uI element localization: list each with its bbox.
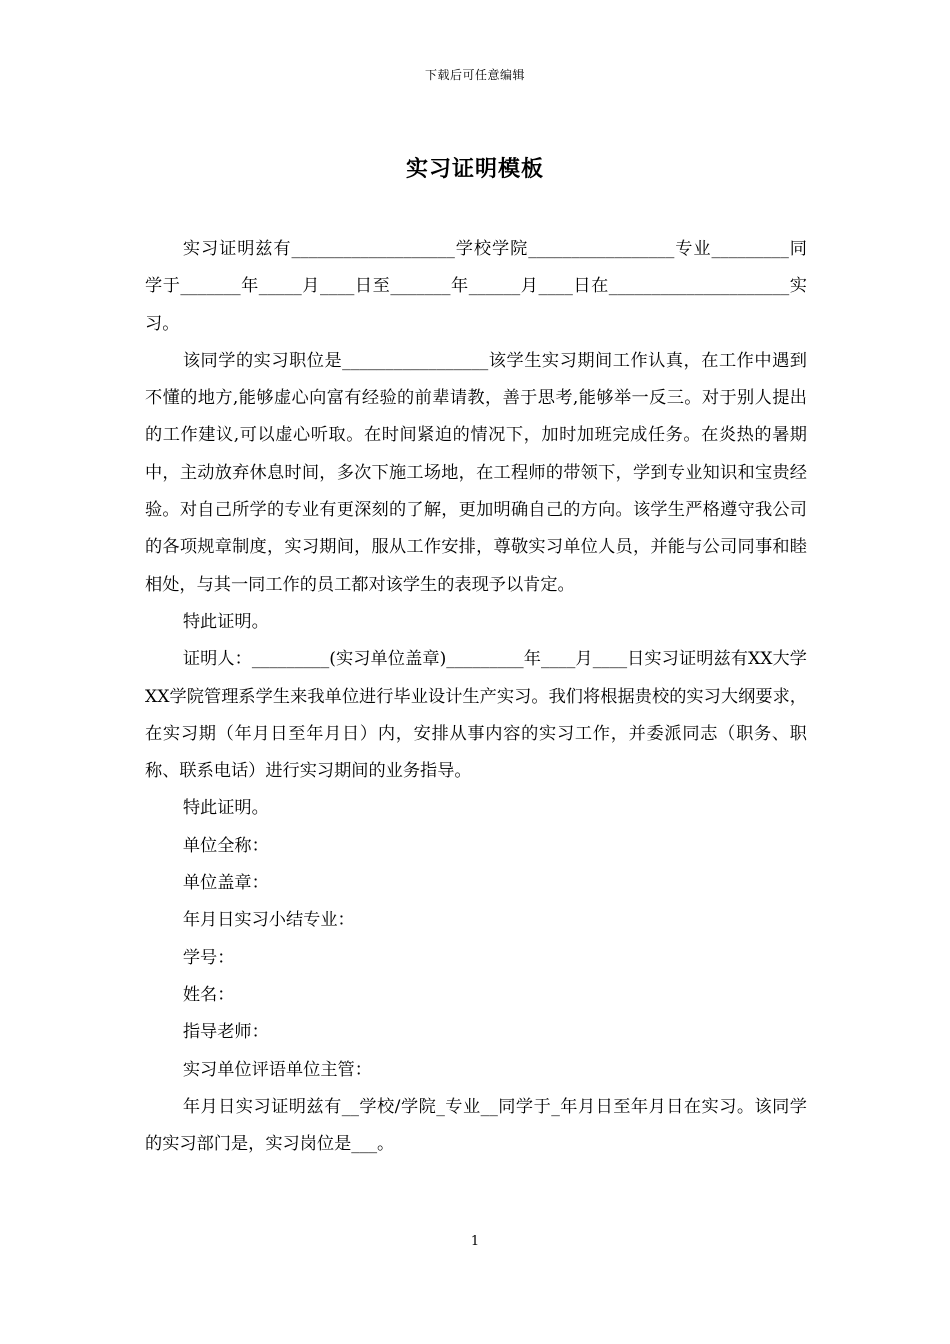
- paragraph-performance: 该同学的实习职位是_________________该学生实习期间工作认真，在工作中遇到不懂的地方,能够虚心向富有经验的前辈请教，善于思考,能够举一反三。对于别人提出的工作建议,可以虚心听取。在时间紧迫的情况下，加时加班完成任务。在炎热的暑期中，主动放弃休息时间，多次下施工场地，在工程师的带领下，学到专业知识和宝贵经验。对自己所学的专业有更深刻的了解，更加明确自己的方向。该学生严格遵守我公司的各项规章制度，实习期间，服从工作安排，尊敬实习单位人员，并能与公司同事和睦相处，与其一同工作的员工都对该学生的表现予以肯定。: [145, 350, 807, 595]
- paragraph-certificate-short: 年月日实习证明兹有__学校/学院_专业__同学于_年月日至年月日在实习。该同学的实习部门是，实习岗位是___。: [145, 1096, 807, 1155]
- field-advisor: 指导老师：: [182, 1022, 269, 1043]
- field-unit-name: 单位全称：: [182, 835, 269, 856]
- field-name: 姓名：: [182, 984, 235, 1005]
- paragraph-certificate-intro: 实习证明兹有___________________学校学院_________________专业_________同学于_______年_____月____日至_______年______月____日在_____________________实习。: [145, 239, 807, 334]
- field-unit-seal: 单位盖章：: [182, 873, 269, 894]
- paragraph-closing-2: 特此证明。: [182, 798, 269, 819]
- field-unit-comment: 实习单位评语单位主管：: [182, 1059, 372, 1080]
- field-summary-major: 年月日实习小结专业：: [182, 910, 355, 931]
- paragraph-certifier: 证明人：_________(实习单位盖章)_________年____月____日实习证明兹有XX大学XX学院管理系学生来我单位进行毕业设计生产实习。我们将根据贵校的实习大纲要求，在实习期（年月日至年月日）内，安排从事内容的实习工作，并委派同志（职务、职称、联系电话）进行实习期间的业务指导。: [145, 649, 807, 782]
- paragraph-closing: 特此证明。: [182, 611, 269, 632]
- field-student-id: 学号：: [182, 947, 235, 968]
- document-title: 实习证明模板: [405, 156, 544, 182]
- header-note: 下载后可任意编辑: [424, 68, 525, 82]
- page-number: 1: [470, 1234, 480, 1249]
- document-body: [145, 231, 807, 1163]
